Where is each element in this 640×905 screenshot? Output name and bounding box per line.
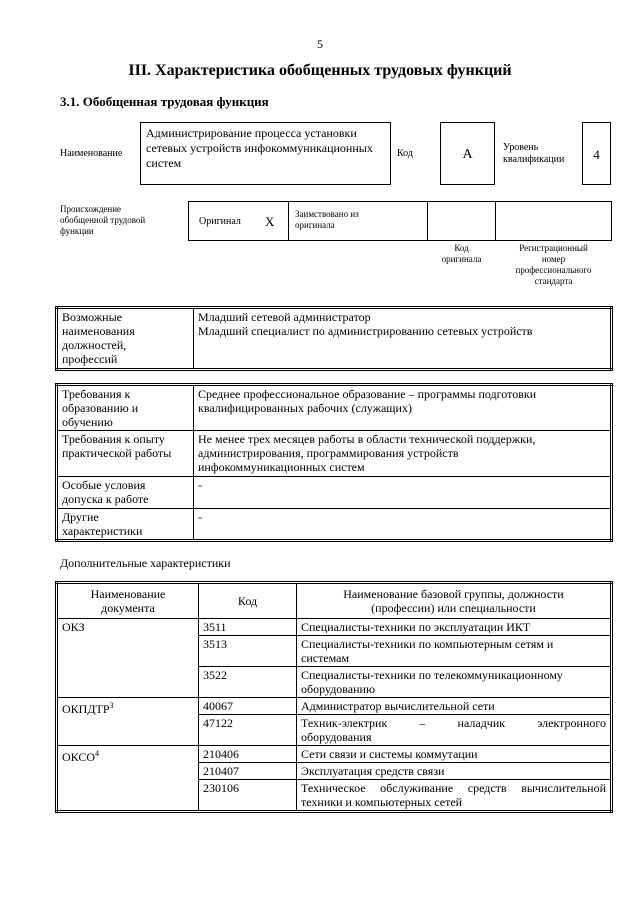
level-label: Уровень квалификации — [503, 142, 565, 165]
section-title: III. Характеристика обобщенных трудовых функций — [128, 62, 512, 79]
row-name: Техническое обслуживание средств вычислительной техники и компьютерных сетей — [297, 780, 612, 812]
code-original-caption: Код оригинала — [441, 243, 482, 264]
subsection-title: 3.1. Обобщенная трудовая функция — [60, 94, 269, 109]
footnote-mark: 3 — [109, 701, 114, 710]
reg-number-box — [495, 201, 612, 241]
positions-table — [55, 306, 613, 371]
row-code: 47122 — [199, 715, 297, 746]
extra-table — [55, 581, 613, 813]
original-label: Оригинал — [199, 216, 241, 227]
head-document: Наименование документа — [57, 583, 199, 619]
row-code: 230106 — [199, 780, 297, 812]
gtf-name-box — [140, 122, 391, 185]
positions-value: Младший сетевой администратор Младший специалист по администрированию сетевых устройств — [194, 308, 612, 370]
row-name: Специалисты-техники по телекоммуникационному оборудованию — [297, 667, 612, 698]
reg-number-caption: Регистрационный номер профессионального стандарта — [515, 243, 592, 286]
row-name: Сети связи и системы коммутации — [297, 746, 612, 763]
doc-okz: ОКЗ — [57, 619, 199, 698]
req-value: - — [194, 477, 612, 509]
req-value: - — [194, 509, 612, 541]
original-mark: X — [265, 214, 275, 229]
origin-label: Происхождение обобщенной трудовой функции — [60, 204, 146, 236]
req-label: Другие характеристики — [57, 509, 194, 541]
page-number: 5 — [317, 37, 323, 51]
table-row — [57, 619, 612, 636]
req-value: Не менее трех месяцев работы в области технической поддержки, администрирования, программирования устройств инфокоммуникационных систем — [194, 431, 612, 477]
name-label: Наименование — [60, 148, 123, 159]
level-box: 4 — [582, 122, 611, 185]
row-code: 210406 — [199, 746, 297, 763]
table-row — [57, 698, 612, 715]
gtf-name-line: сетевых устройств инфокоммуникационных — [146, 141, 373, 155]
head-code: Код — [199, 583, 297, 619]
row-name: Специалисты-техники по эксплуатации ИКТ — [297, 619, 612, 636]
code-label: Код — [397, 148, 413, 159]
row-name: Эксплуатация средств связи — [297, 763, 612, 780]
extra-title: Дополнительные характеристики — [60, 556, 231, 570]
row-name: Администратор вычислительной сети — [297, 698, 612, 715]
doc-okpdtr: ОКПДТР$^3$ — [57, 698, 199, 746]
gtf-code-box: A — [440, 122, 495, 185]
row-code: 3513 — [199, 636, 297, 667]
footnote-mark: 4 — [95, 749, 100, 758]
row-code: 210407 — [199, 763, 297, 780]
code-original-box — [427, 201, 496, 241]
req-value: Среднее профессиональное образование – программы подготовки квалифицированных рабочих (служащих) — [194, 385, 612, 431]
table-row — [57, 746, 612, 763]
positions-label: Возможные наименования должностей, профессий — [57, 308, 194, 370]
row-code: 40067 — [199, 698, 297, 715]
row-name: Специалисты-техники по компьютерным сетям и системам — [297, 636, 612, 667]
req-label: Требования к образованию и обучению — [57, 385, 194, 431]
row-code: 3511 — [199, 619, 297, 636]
gtf-name-line: Администрирование процесса установки — [146, 126, 357, 140]
original-box — [188, 201, 289, 241]
borrowed-box: Заимствовано из оригинала — [288, 201, 428, 241]
req-label: Требования к опыту практической работы — [57, 431, 194, 477]
gtf-name-line: систем — [146, 156, 182, 170]
requirements-table — [55, 383, 613, 542]
doc-okso: ОКСО$^4$ — [57, 746, 199, 812]
req-label: Особые условия допуска к работе — [57, 477, 194, 509]
row-name: Техник-электрик – наладчик электронного оборудования — [297, 715, 612, 746]
head-name: Наименование базовой группы, должности (профессии) или специальности — [297, 583, 612, 619]
row-code: 3522 — [199, 667, 297, 698]
